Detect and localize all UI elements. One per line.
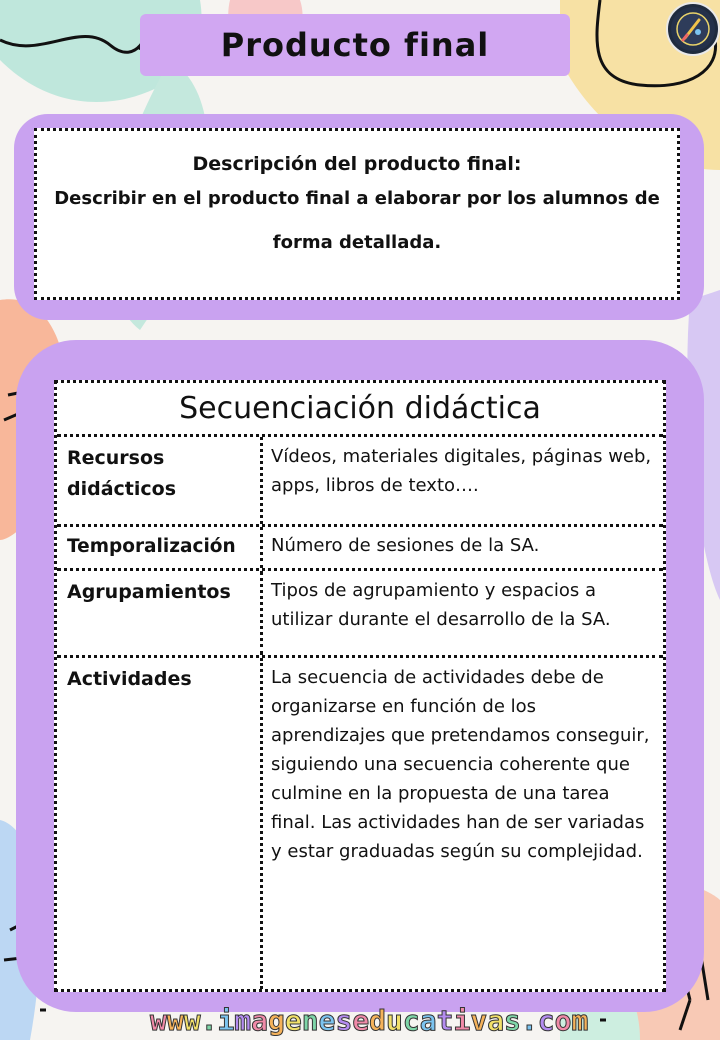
- watermark-letter: n: [301, 1004, 319, 1037]
- watermark-letter: s: [504, 1004, 521, 1037]
- watermark-letter: c: [402, 1004, 420, 1037]
- description-panel: [14, 114, 704, 320]
- watermark-letter: .: [520, 1004, 538, 1037]
- row-value: Número de sesiones de la SA.: [271, 535, 540, 556]
- watermark-letter: e: [284, 1004, 302, 1037]
- row-value: La secuencia de actividades debe de organizarse en función de los aprendizajes que pretendamos conseguir, siguiendo una secuencia coherente que culmine en la propuesta de una tarea final. Las actividades han de ser variadas y estar graduadas según su complejidad.: [271, 667, 650, 862]
- sequence-title: Secuenciación didáctica: [57, 383, 663, 437]
- watermark-letter: t: [436, 1004, 454, 1037]
- watermark-letter: a: [251, 1004, 269, 1037]
- watermark-letter: o: [554, 1004, 572, 1037]
- watermark-letter: m: [571, 1004, 589, 1037]
- watermark-letter: i: [217, 1004, 235, 1037]
- watermark-letter: i: [453, 1004, 471, 1037]
- row-value: Tipos de agrupamiento y espacios a utilizar durante el desarrollo de la SA.: [271, 580, 611, 630]
- watermark-letter: e: [318, 1004, 336, 1037]
- table-row-timing: [57, 527, 663, 571]
- watermark-letter: .: [200, 1004, 218, 1037]
- watermark-letter: c: [537, 1004, 555, 1037]
- page-title: Producto final: [220, 26, 490, 64]
- watermark-letter: m: [234, 1004, 252, 1037]
- description-heading: Descripción del producto final:: [192, 153, 522, 175]
- watermark-letter: e: [352, 1004, 370, 1037]
- watermark-letter: w: [150, 1004, 167, 1037]
- description-box: [34, 128, 680, 300]
- watermark-letter: g: [268, 1004, 285, 1037]
- watermark-letter: s: [335, 1004, 353, 1037]
- watermark-letter: w: [183, 1004, 201, 1037]
- table-row-grouping: [57, 571, 663, 658]
- sequence-table: [54, 380, 666, 992]
- watermark-footer: [150, 1004, 589, 1037]
- table-row-activities: [57, 658, 663, 989]
- description-body: Describir en el producto final a elaborar por los alumnos de forma detallada.: [54, 188, 660, 253]
- watermark-letter: w: [166, 1004, 184, 1037]
- watermark-letter: u: [386, 1004, 403, 1037]
- title-banner: [140, 14, 570, 76]
- row-label: Temporalización: [57, 527, 263, 568]
- watermark-letter: a: [419, 1004, 437, 1037]
- row-label: Agrupamientos: [57, 571, 263, 655]
- row-value: Vídeos, materiales digitales, páginas web, apps, libros de texto….: [271, 446, 652, 496]
- table-row-resources: [57, 437, 663, 527]
- watermark-text: [150, 1004, 588, 1037]
- row-label: Actividades: [57, 658, 263, 989]
- watermark-letter: v: [470, 1004, 488, 1037]
- sequence-panel: [16, 340, 704, 1012]
- watermark-letter: d: [369, 1004, 387, 1037]
- educational-logo-icon: [666, 2, 720, 56]
- watermark-letter: a: [487, 1004, 505, 1037]
- row-label: Recursos didácticos: [57, 437, 263, 524]
